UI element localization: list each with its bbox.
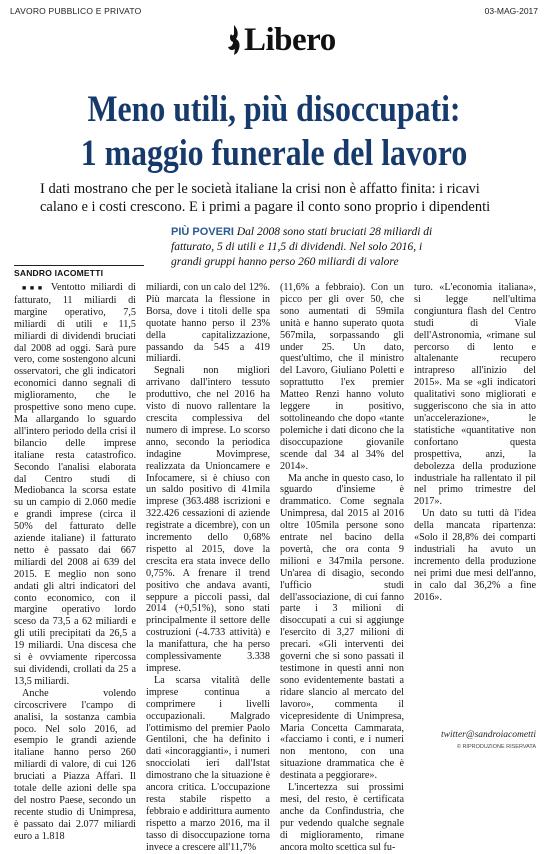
publication-date: 03-MAG-2017 bbox=[484, 6, 538, 16]
body-paragraph: miliardi, con un calo del 12%. Più marcata la flessione in Borsa, dove i titoli delle spa quotate hanno perso il 23% della capitalizzazione, passando da 545 a 419 miliardi. bbox=[146, 282, 270, 365]
text-column-3 bbox=[280, 282, 404, 853]
text-column-1 bbox=[14, 282, 137, 842]
byline: SANDRO IACOMETTI bbox=[14, 268, 104, 278]
strap-text: Dal 2008 sono stati bruciati 28 miliardi di fatturato, 5 di utili e 11,5 di dividendi. Nel solo 2016, i grandi gruppi hanno perso 260 miliardi di valore bbox=[171, 226, 433, 268]
body-paragraph: Un dato su tutti dà l'idea della mancata ripartenza: «Solo il 28,8% dei comparti industriali ha avuto un incremento della produzione nei primi due mesi dell'anno, in calo dal 36,2% a fine 2016». bbox=[414, 508, 536, 603]
body-paragraph: Anche volendo circoscrivere l'campo di analisi, la sostanza cambia poco. Nel solo 2016, ad esempio le grandi aziende italiane hanno perso 260 miliardi di valore, di cui 126 bruciati a Piazza Affari. Il totale delle azioni delle spa del nostro Paese, secondo un recente studio di Unimpresa, è passato dai 2.077 miliardi euro a 1.818 bbox=[14, 687, 136, 842]
logo-text: Libero bbox=[244, 21, 336, 58]
body-paragraph: L'incertezza sui prossimi mesi, del resto, è certificata anche da Confindustria, che pur vedendo qualche segnale di miglioramento, rimane ancora molto scettica sul fu- bbox=[280, 782, 404, 853]
logo-bird-icon bbox=[226, 23, 242, 57]
body-paragraph: Ma anche in questo caso, lo sguardo d'insieme è drammatico. Come segnala Unimpresa, dal 2015 al 2016 oltre 105mila persone sono entrate nel bacino della povertà, che ora conta 9 milioni e 347mila persone. Un'area di disagio, secondo l'ufficio studi dell'associazione, di cui fanno parte i 3 milioni di disoccupati a cui si aggiunge l'esercito di 3,27 milioni di precari. «Gli interventi dei governi che si sono passati il testimone in questi anni non sono evidentemente bastati a ridare slancio al mercato del lavoro», commenta il vicepresidente di Unimpresa, Maria Concetta Cammarata, «facciamo i conti, e i numeri non mentono, con una situazione drammatica che è destinata a peggiorare». bbox=[280, 472, 404, 782]
paragraph-text: Ventotto miliardi di fatturato, 11 miliardi di margine operativo, 7,5 miliardi di utili e 11,5 miliardi di dividendi bruciati dal 2008 ad oggi. Sarà pure vero, come sostengono alcuni osservatori, che gli indicatori economici danno segnali di miglioramento, che le prospettive sono meno cupe. Ma allargando lo sguardo all'intero periodo della crisi il bilancio delle imprese italiane resta catastrofico. Secondo l'analisi elaborata dal Centro studi di Mediobanca la scorsa estate su un campio di 2.060 medie e grandi imprese (circa il 50% del fatturato delle aziende italiane) il fatturato netto è passato dai 667 miliardi del 2008 ai 639 del 2015. E meglio non sono andati gli altri indicatori del conto economico, con il margine operativo lordo sceso da 73,5 a 62 miliardi e gli utili precipitati da 26,5 a 19 miliardi. Una discesa che si è ovviamente ripercossa sui dividendi, crollati da 25 a 13,5 miliardi. bbox=[14, 282, 137, 687]
byline-rule bbox=[14, 265, 144, 266]
body-paragraph bbox=[14, 282, 136, 688]
twitter-handle[interactable]: twitter@sandroiacometti bbox=[441, 730, 536, 740]
body-paragraph: (11,6% a febbraio). Con un picco per gli over 50, che sono aumentati di 59mila unità e hanno superato quota 567mila, sorpassando gli under 25. Un dato, quest'ultimo, che il ministro del Lavoro, Giuliano Poletti e soprattutto l'ex premier Matteo Renzi hanno voluto leggere in positivo, sottolineando che dopo «tante polemiche i dati dicono che la disoccupazione giovanile scende dal 34 al 34% del 2014». bbox=[280, 282, 404, 472]
text-column-2 bbox=[146, 282, 270, 853]
body-paragraph: turo. «L'economia italiana», si legge nell'ultima congiuntura flash del Centro studi di Viale dell'Astronomia, «rimane sul percorso di lento e altalenante recupero intrapreso all'inizio del 2015». Ma se «gli indicatori qualitativi sono migliorati e suggeriscono che sia in atto un'accelerazione», le statistiche «quantitative non confortano questa prospettiva, anzi, la debolezza della produzione industriale ha rallentato il pil nel primo trimestre del 2017». bbox=[414, 282, 536, 508]
section-label: LAVORO PUBBLICO E PRIVATO bbox=[10, 6, 142, 16]
newspaper-logo bbox=[226, 20, 336, 60]
headline-line-2: 1 maggio funerale del lavoro bbox=[80, 133, 468, 174]
strap-kicker: PIÙ POVERI bbox=[171, 226, 234, 238]
rights-notice: © RIPRODUZIONE RISERVATA bbox=[456, 744, 536, 750]
lead-marker: ■■■ bbox=[22, 284, 46, 292]
subheadline: I dati mostrano che per le società italiane la crisi non è affatto finita: i ricavi calano e i costi crescono. E i primi a pagare il conto sono proprio i dipendenti bbox=[40, 181, 491, 215]
body-paragraph: La scarsa vitalità delle imprese continua a comprimere i livelli occupazionali. Malgrado l'ottimismo del premier Paolo Gentiloni, che ha definito i dati «incoraggianti», i numeri snocciolati ieri dall'Istat dimostrano che la situazione è ancora critica. L'occupazione resta stabile rispetto a febbraio e addirittura aumento rispetto a marzo 2016, ma il tasso di disoccupazione torna invece a crescere all'11,7% bbox=[146, 674, 270, 853]
summary-strap bbox=[171, 225, 441, 270]
text-column-4 bbox=[414, 282, 536, 714]
headline-line-1: Meno utili, più disoccupati: bbox=[87, 89, 461, 130]
body-paragraph: Segnali non migliori arrivano dall'intero tessuto produttivo, che nel 2016 ha visto di nuovo rallentare la crescita complessiva del numero di imprese. Lo scorso anno, secondo la periodica indagine Movimprese, realizzata da Unioncamere e Infocamere, si è chiuso con un saldo positivo di 41mila imprese (363.488 iscrizioni e 322.426 cessazioni di aziende registrate a dicembre), con un incremento dello 0,68% rispetto al 2015, dove la crescita era stata invece dello 0,75%. A frenare il trend positivo che andava avanti, seppure a piccoli passi, dal 2014 (+0,51%), sono stati principalmente il settore delle costruzioni (-4.733 attività) e la manifattura, che ha perso complessivamente 3.338 imprese. bbox=[146, 365, 270, 674]
